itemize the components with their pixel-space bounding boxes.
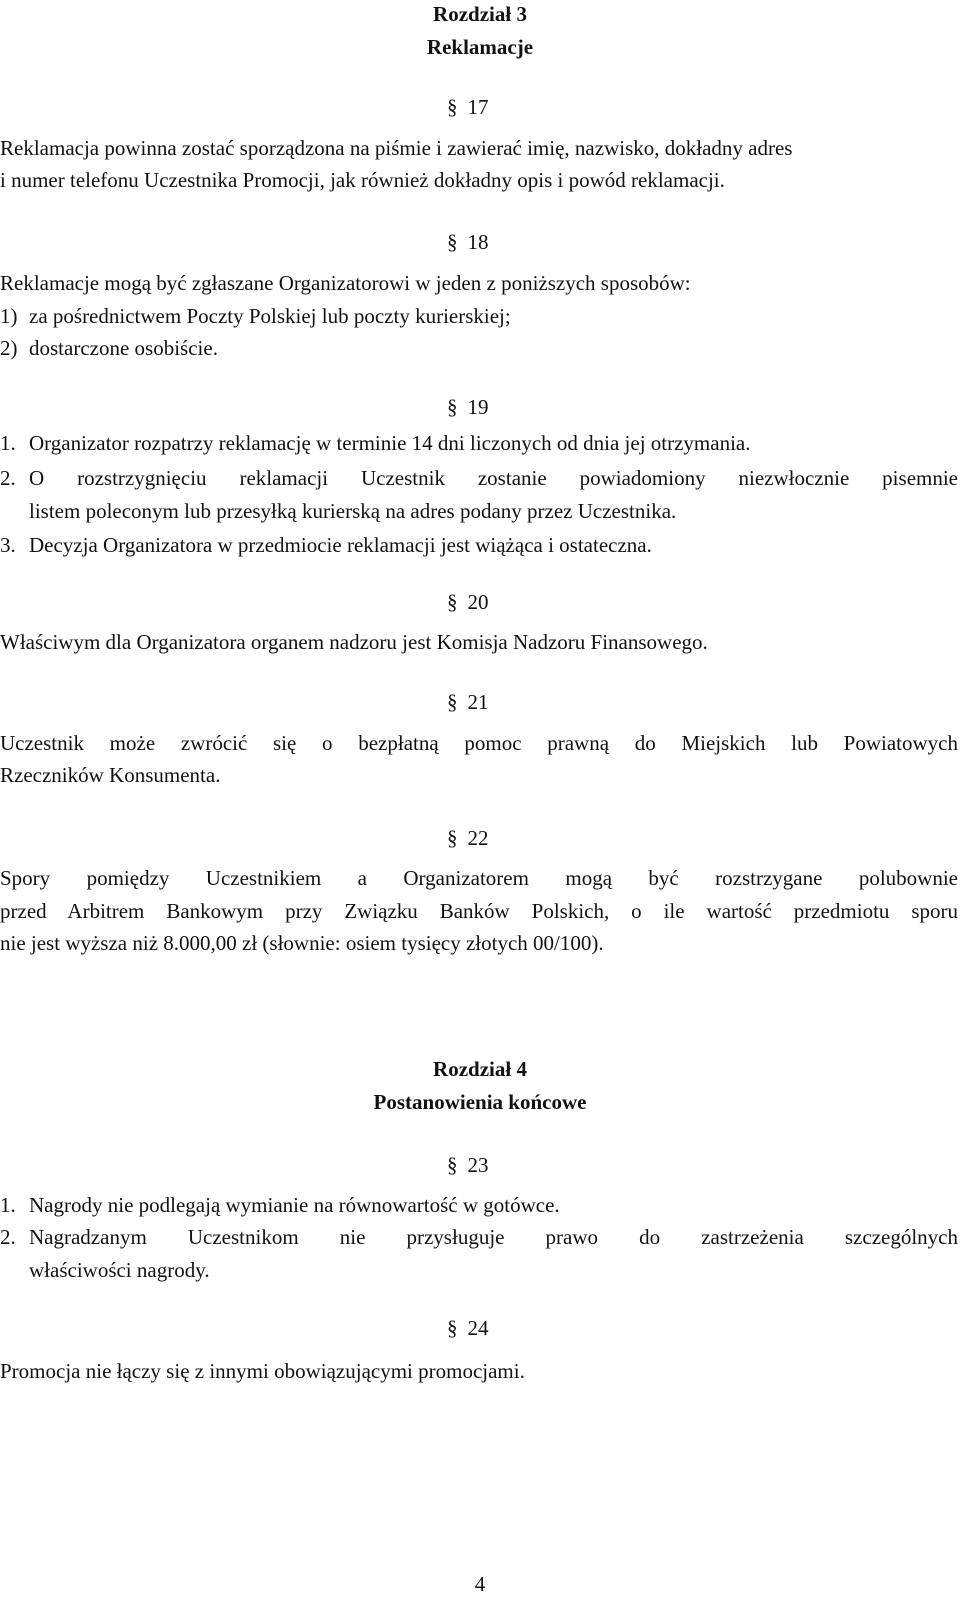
- section-number: 20: [467, 590, 489, 614]
- section-24-text: Promocja nie łączy się z innymi obowiązującymi promocjami.: [0, 1359, 525, 1383]
- item-text: za pośrednictwem Poczty Polskiej lub poczty kurierskiej;: [29, 304, 511, 328]
- section-sign: §: [447, 95, 458, 119]
- section-19-heading: [447, 397, 489, 418]
- chapter-4-title: Rozdział 4: [433, 1057, 527, 1081]
- item-text: Organizator rozpatrzy reklamację w terminie 14 dni liczonych od dnia jej otrzymania.: [29, 431, 751, 455]
- section-number: 18: [467, 230, 489, 254]
- section-17-line-2: i numer telefonu Uczestnika Promocji, jak również dokładny opis i powód reklamacji.: [0, 168, 725, 192]
- section-number: 23: [467, 1153, 489, 1177]
- section-sign: §: [447, 690, 458, 714]
- section-18-item-1: [0, 306, 511, 327]
- section-18-item-2: [0, 338, 218, 359]
- item-number: 1): [0, 304, 18, 328]
- section-number: 24: [467, 1316, 489, 1340]
- section-19-item-2-line-2: listem poleconym lub przesyłką kurierską na adres podany przez Uczestnika.: [29, 499, 677, 523]
- section-sign: §: [447, 230, 458, 254]
- section-23-item-2-line-2: właściwości nagrody.: [29, 1258, 210, 1282]
- section-19-item-3: [0, 535, 652, 556]
- section-18-intro: Reklamacje mogą być zgłaszane Organizatorowi w jeden z poniższych sposobów:: [0, 271, 691, 295]
- section-sign: §: [447, 1153, 458, 1177]
- chapter-3-subtitle: Reklamacje: [426, 35, 534, 59]
- section-20-heading: [447, 592, 489, 613]
- section-22-line-3: nie jest wyższa niż 8.000,00 zł (słownie: osiem tysięcy złotych 00/100).: [0, 931, 604, 955]
- item-number: 3.: [0, 533, 16, 557]
- item-number: 1.: [0, 431, 16, 455]
- item-text: Decyzja Organizatora w przedmiocie reklamacji jest wiążąca i ostateczna.: [29, 533, 652, 557]
- page-number: 4: [474, 1572, 486, 1596]
- item-text: dostarczone osobiście.: [29, 336, 218, 360]
- section-sign: §: [447, 826, 458, 850]
- section-19-item-1: [0, 433, 751, 454]
- section-17-heading: [447, 97, 489, 118]
- section-18-heading: [447, 232, 489, 253]
- item-text-line-1: O rozstrzygnięciu reklamacji Uczestnik zostanie powiadomiony niezwłocznie pisemnie: [29, 466, 958, 490]
- section-21-line-2: Rzeczników Konsumenta.: [0, 763, 221, 787]
- item-number: 1.: [0, 1193, 16, 1217]
- section-21-heading: [447, 692, 489, 713]
- section-sign: §: [447, 395, 458, 419]
- chapter-4-subtitle: Postanowienia końcowe: [373, 1090, 587, 1114]
- section-number: 21: [467, 690, 489, 714]
- section-22-line-2: przed Arbitrem Bankowym przy Związku Banków Polskich, o ile wartość przedmiotu sporu: [0, 899, 958, 923]
- item-number: 2.: [0, 1225, 16, 1249]
- item-number: 2): [0, 336, 18, 360]
- chapter-3-title: Rozdział 3: [433, 2, 527, 26]
- section-17-line-1: Reklamacja powinna zostać sporządzona na piśmie i zawierać imię, nazwisko, dokładny adres: [0, 136, 793, 160]
- section-20-text: Właściwym dla Organizatora organem nadzoru jest Komisja Nadzoru Finansowego.: [0, 630, 708, 654]
- section-number: 19: [467, 395, 489, 419]
- section-sign: §: [447, 590, 458, 614]
- section-21-line-1: Uczestnik może zwrócić się o bezpłatną pomoc prawną do Miejskich lub Powiatowych: [0, 731, 958, 755]
- section-22-heading: [447, 828, 489, 849]
- item-text: Nagrody nie podlegają wymianie na równowartość w gotówce.: [29, 1193, 560, 1217]
- section-23-heading: [447, 1155, 489, 1176]
- section-24-heading: [447, 1318, 489, 1339]
- section-22-line-1: Spory pomiędzy Uczestnikiem a Organizatorem mogą być rozstrzygane polubownie: [0, 866, 958, 890]
- item-number: 2.: [0, 466, 16, 490]
- section-23-item-1: [0, 1195, 560, 1216]
- section-number: 22: [467, 826, 489, 850]
- section-sign: §: [447, 1316, 458, 1340]
- section-number: 17: [467, 95, 489, 119]
- item-text-line-1: Nagradzanym Uczestnikom nie przysługuje prawo do zastrzeżenia szczególnych: [29, 1225, 958, 1249]
